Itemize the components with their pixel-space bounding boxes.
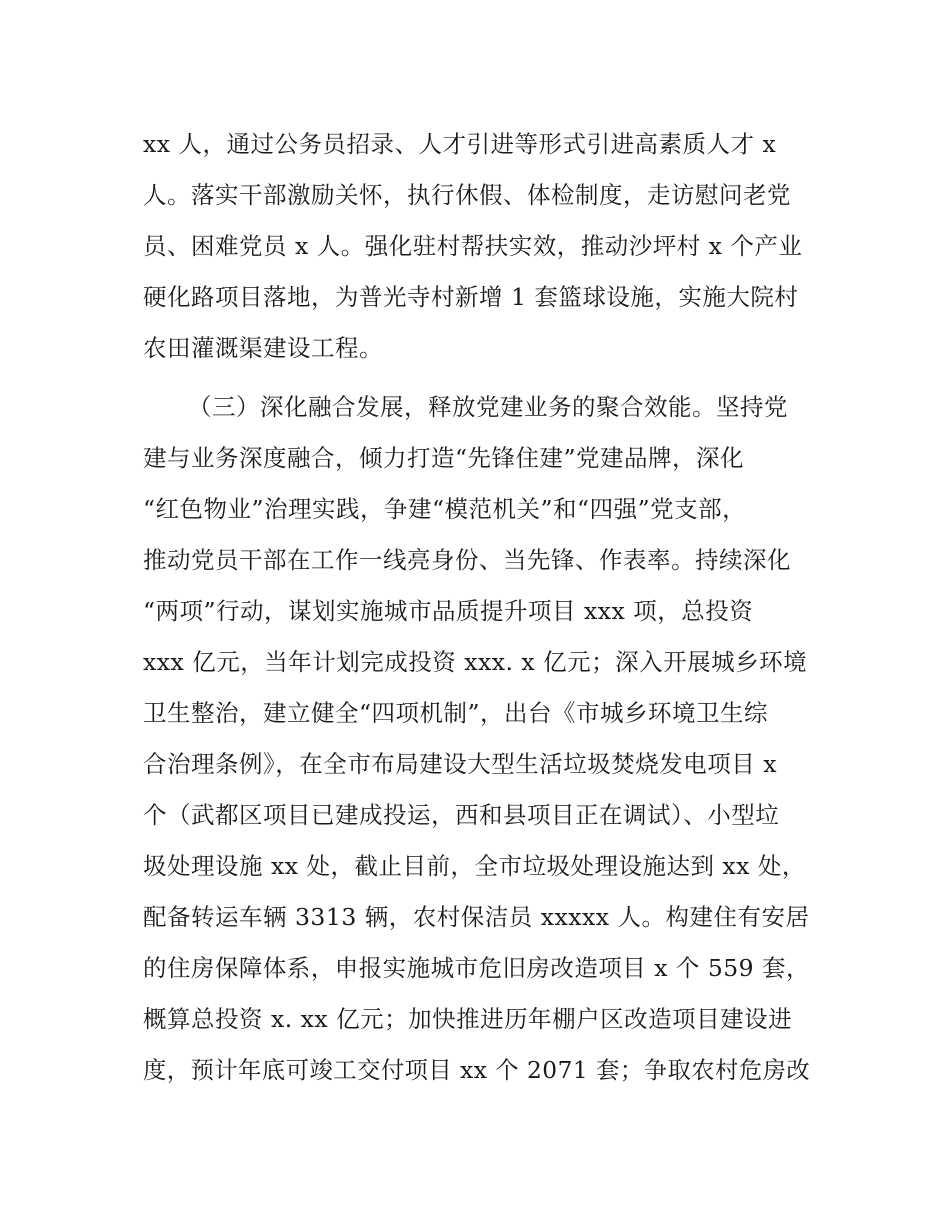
paragraph-2-line-11: 配备转运车辆 3313 辆，农村保洁员 xxxxx 人。构建住有安居	[143, 903, 810, 931]
paragraph-1-line-1: xx 人，通过公务员招录、人才引进等形式引进高素质人才 x	[143, 130, 777, 158]
paragraph-2-line-2: 建与业务深度融合，倾力打造“先锋住建”党建品牌，深化	[143, 444, 745, 472]
paragraph-1-line-2: 人。落实干部激励关怀，执行休假、体检制度，走访慰问老党	[143, 181, 791, 209]
paragraph-2-line-1: （三）深化融合发展，释放党建业务的聚合效能。坚持党	[188, 393, 788, 421]
paragraph-2-line-6: xxx 亿元，当年计划完成投资 xxx. x 亿元；深入开展城乡环境	[143, 648, 808, 676]
paragraph-2-line-8: 合治理条例》，在全市布局建设大型生活垃圾焚烧发电项目 x	[143, 750, 777, 778]
paragraph-2-line-9: 个（武都区项目已建成投运，西和县项目正在调试）、小型垃	[143, 801, 780, 829]
paragraph-2-line-12: 的住房保障体系，申报实施城市危旧房改造项目 x 个 559 套，	[143, 954, 810, 982]
paragraph-2-line-13: 概算总投资 x. xx 亿元；加快推进历年棚户区改造项目建设进	[143, 1005, 793, 1033]
paragraph-2-line-7: 卫生整治，建立健全“四项机制”，出台《市城乡环境卫生综	[143, 699, 769, 727]
paragraph-2-line-10: 圾处理设施 xx 处，截止目前，全市垃圾处理设施达到 xx 处，	[143, 852, 806, 880]
paragraph-1-line-4: 硬化路项目落地，为普光寺村新增 1 套篮球设施，实施大院村	[143, 283, 799, 311]
paragraph-1-line-3: 员、困难党员 x 人。强化驻村帮扶实效，推动沙坪村 x 个产业	[143, 232, 803, 260]
paragraph-2-line-3: “红色物业”治理实践，争建“模范机关”和“四强”党支部，	[143, 495, 747, 523]
paragraph-2-line-5: “两项”行动，谋划实施城市品质提升项目 xxx 项，总投资	[143, 597, 754, 625]
paragraph-1-line-5: 农田灌溉渠建设工程。	[143, 334, 383, 362]
paragraph-2-line-4: 推动党员干部在工作一线亮身份、当先锋、作表率。持续深化	[143, 546, 791, 574]
paragraph-2-line-14: 度，预计年底可竣工交付项目 xx 个 2071 套；争取农村危房改	[143, 1056, 811, 1084]
